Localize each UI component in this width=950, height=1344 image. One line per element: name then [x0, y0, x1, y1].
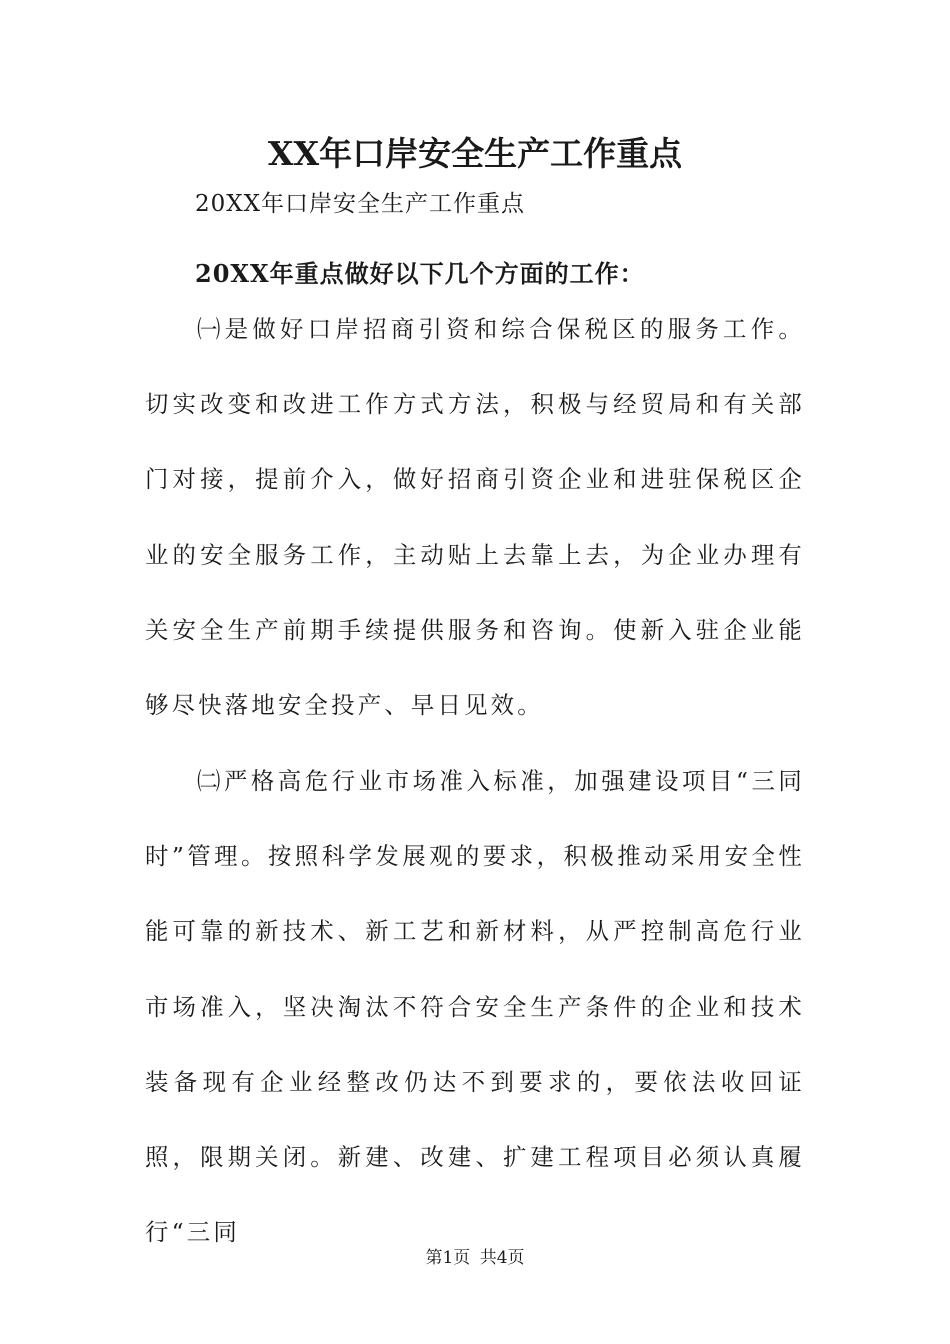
page-total: 共4页	[479, 1248, 525, 1268]
paragraph-1: ㈠是做好口岸招商引资和综合保税区的服务工作。切实改变和改进工作方式方法，积极与经贸局和有关部门对接，提前介入，做好招商引资企业和进驻保税区企业的安全服务工作，主动贴上去靠上去，为企业办理有关安全生产前期手续提供服务和咨询。使新入驻企业能够尽快落地安全投产、早日见效。	[145, 315, 805, 720]
document-subtitle: 20XX年口岸安全生产工作重点	[195, 191, 526, 217]
paragraph-2: ㈡严格高危行业市场准入标准，加强建设项目“三同时”管理。按照科学发展观的要求，积极推动采用安全性能可靠的新技术、新工艺和新材料，从严控制高危行业市场准入，坚决淘汰不符合安全生产条件的企业和技术装备现有企业经整改仍达不到要求的，要依法收回证照，限期关闭。新建、改建、扩建工程项目必须认真履行“三同	[145, 767, 805, 1247]
section-heading: 20XX年重点做好以下几个方面的工作：	[195, 259, 645, 288]
page-number: 第1页	[425, 1248, 471, 1268]
document-title: XX年口岸安全生产工作重点	[267, 134, 683, 173]
page-footer	[0, 1243, 950, 1268]
